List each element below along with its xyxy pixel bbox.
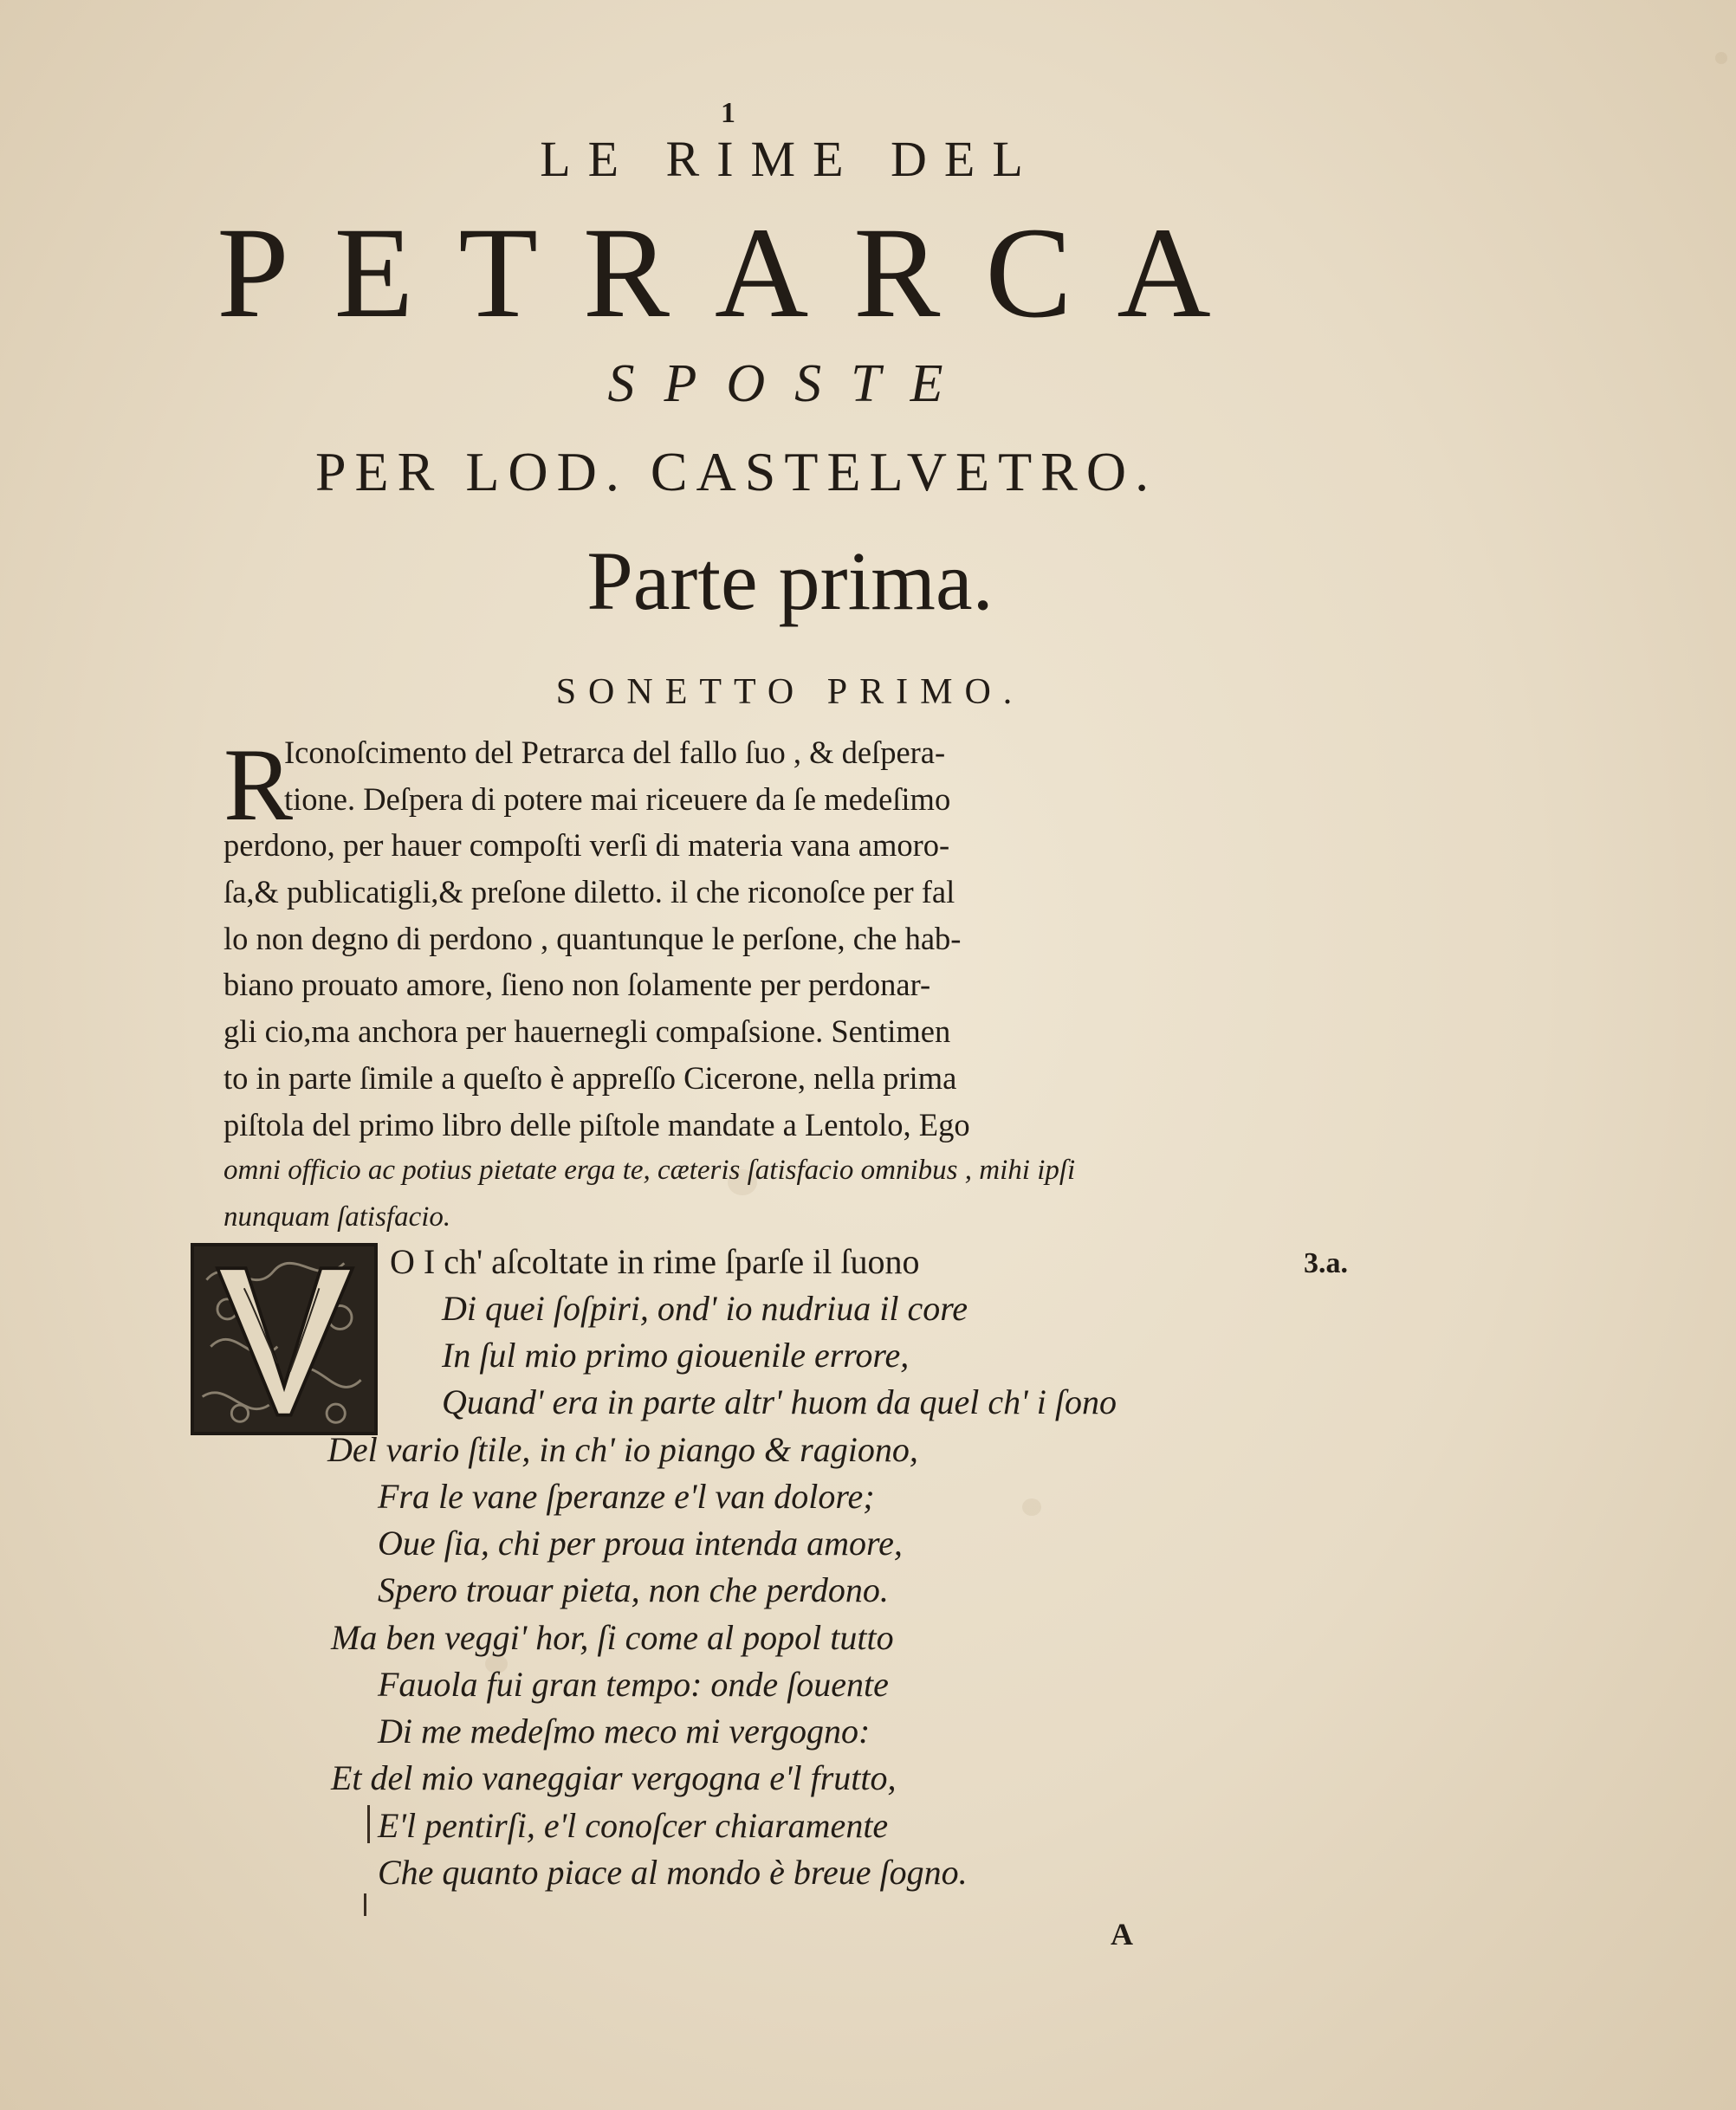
signature-mark: A (1111, 1917, 1133, 1951)
poem-line: Oue ſia, chi per proua intenda amore, (378, 1524, 903, 1563)
argument-line: ſa,& publicatigli,& preſone diletto. il che riconoſce per fal (223, 874, 955, 910)
title-line-petrarca: PETRARCA (217, 201, 1256, 345)
title-line-author: PER LOD. CASTELVETRO. (314, 441, 1158, 502)
marginal-mark (364, 1893, 366, 1916)
poem-line: Del vario ſtile, in ch' io piango & ragiono, (327, 1430, 918, 1469)
folio-number: 1 (721, 97, 735, 129)
argument-paragraph (223, 729, 1263, 1241)
poem-line: Ma ben veggi' hor, ſi come al popol tutto (331, 1618, 894, 1657)
title-line-le-rime-del: LE RIME DEL (540, 131, 1040, 187)
poem-line (390, 1239, 919, 1285)
title-line-sposte: SPOSTE (607, 354, 973, 413)
argument-line: Iconoſcimento del Petrarca del fallo ſuo , & deſpera- (284, 735, 946, 770)
argument-line-latin: nunquam ſatisfacio. (223, 1201, 451, 1233)
argument-line: gli cio,ma anchora per hauernegli compaſsione. Sentimen (223, 1013, 951, 1050)
decorated-initial-v-image (194, 1246, 374, 1432)
argument-line: biano prouato amore, ſieno non ſolamente per perdonar- (223, 967, 931, 1003)
poem-line: E'l pentirſi, e'l conoſcer chiaramente (378, 1806, 889, 1845)
poem-line: Quand' era in parte altr' huom da quel ch' i ſono (442, 1382, 1117, 1421)
poem-line: In ſul mio primo giouenile errore, (442, 1336, 910, 1375)
paper-stain (1715, 52, 1727, 64)
poem-line: Spero trouar pieta, non che perdono. (378, 1570, 889, 1609)
marginal-note: 3.a. (1304, 1247, 1348, 1279)
poem-line: Di me medeſmo meco mi vergogno: (378, 1712, 871, 1751)
sonnet-heading: SONETTO PRIMO. (555, 672, 1025, 712)
poem-line: Di quei ſoſpiri, ond' io nudriua il core (442, 1289, 968, 1328)
marginal-mark (367, 1805, 370, 1843)
argument-line: to in parte ſimile a queſto è appreſſo Cicerone, nella prima (223, 1059, 957, 1096)
poem-line: Fra le vane ſperanze e'l van dolore; (378, 1477, 875, 1516)
part-title: Parte prima. (586, 534, 994, 627)
poem-line: Fauola fui gran tempo: onde ſouente (378, 1665, 889, 1704)
poem-line: Et del mio vaneggiar vergogna e'l frutto, (331, 1758, 897, 1797)
drop-initial-r: R (223, 727, 294, 842)
argument-line: piſtola del primo libro delle piſtole mandate a Lentolo, Ego (223, 1106, 970, 1142)
argument-line: perdono, per hauer compoſti verſi di materia vana amoro- (223, 827, 950, 864)
decorated-initial-v (191, 1243, 378, 1435)
paper-stain (1022, 1498, 1041, 1516)
argument-line: tione. Deſpera di potere mai riceuere da ſe medeſimo (284, 780, 951, 817)
argument-line: lo non degno di perdono , quantunque le perſone, che hab- (223, 920, 962, 956)
argument-line-latin: omni officio ac potius pietate erga te, cæteris ſatisfacio omnibus , mihi ipſi (223, 1155, 1076, 1187)
poem-line: Che quanto piace al mondo è breue ſogno. (378, 1853, 968, 1892)
poem-first-line: O I ch' aſcoltate in rime ſparſe il ſuono (390, 1242, 920, 1281)
